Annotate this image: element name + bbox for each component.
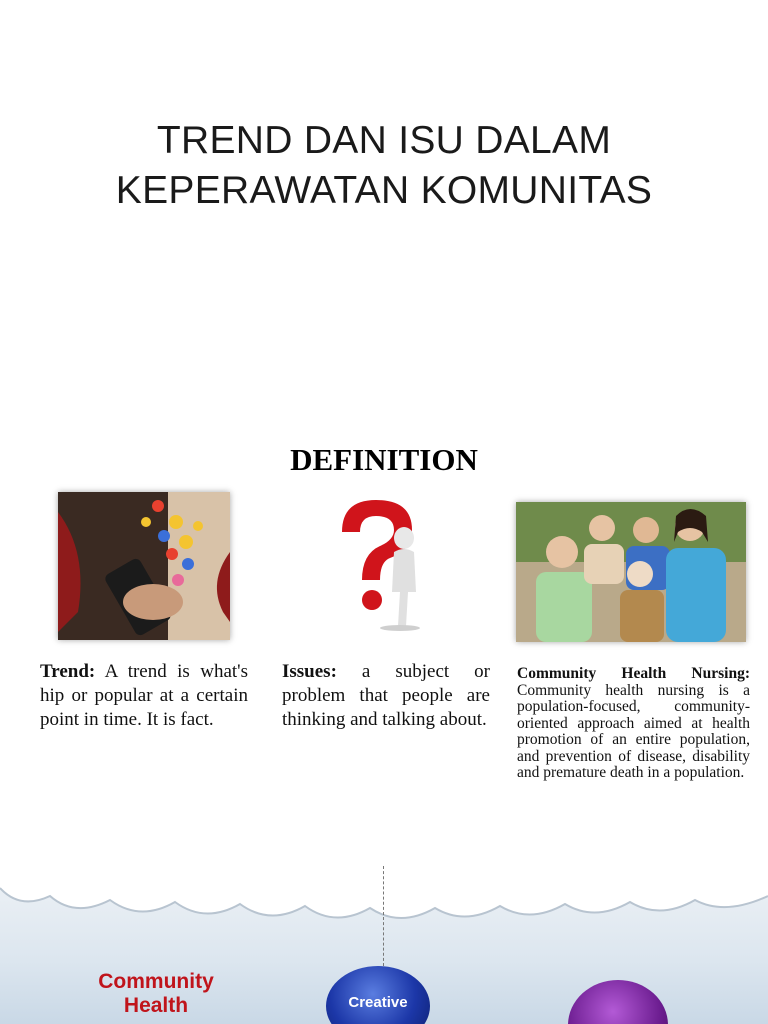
slide-definition [0,434,768,866]
slide-title-heading [60,116,708,216]
definition-heading: DEFINITION [290,442,478,477]
slide-community-health [0,866,768,1024]
issues-text: a subject or problem that people are thinking and talking about. [282,661,490,730]
issues-definition [282,660,490,732]
community-image [516,502,746,642]
slide-title [0,0,768,434]
trend-illustration [58,492,230,640]
community-text: Community health nursing is a population-focused, community-oriented approach aimed at health promotion of an entire population, and prevention of disease, disability and premature death in a population. [517,681,750,781]
chn-line-1: Community [98,970,214,993]
issues-image [320,492,460,632]
cloud-banner [0,866,768,946]
community-health-nursing-definition [517,666,750,782]
question-figure-illustration [320,492,460,632]
creative-label: Creative [348,994,408,1011]
community-health-label [56,970,256,1018]
issues-term: Issues: [282,661,337,682]
purple-circle [568,980,668,1024]
community-people-illustration [516,502,746,642]
trend-definition [40,660,248,732]
trend-term: Trend: [40,661,96,682]
title-line-1: TREND DAN ISU DALAM [156,119,612,162]
chn-line-2: Health [123,994,189,1017]
divider-line [383,866,384,966]
trend-image [58,492,230,640]
trend-text: A trend is what's hip or popular at a certain point in time. It is fact. [40,661,248,730]
community-term: Community Health Nursing: [517,665,750,682]
title-line-2: KEPERAWATAN KOMUNITAS [115,169,653,212]
